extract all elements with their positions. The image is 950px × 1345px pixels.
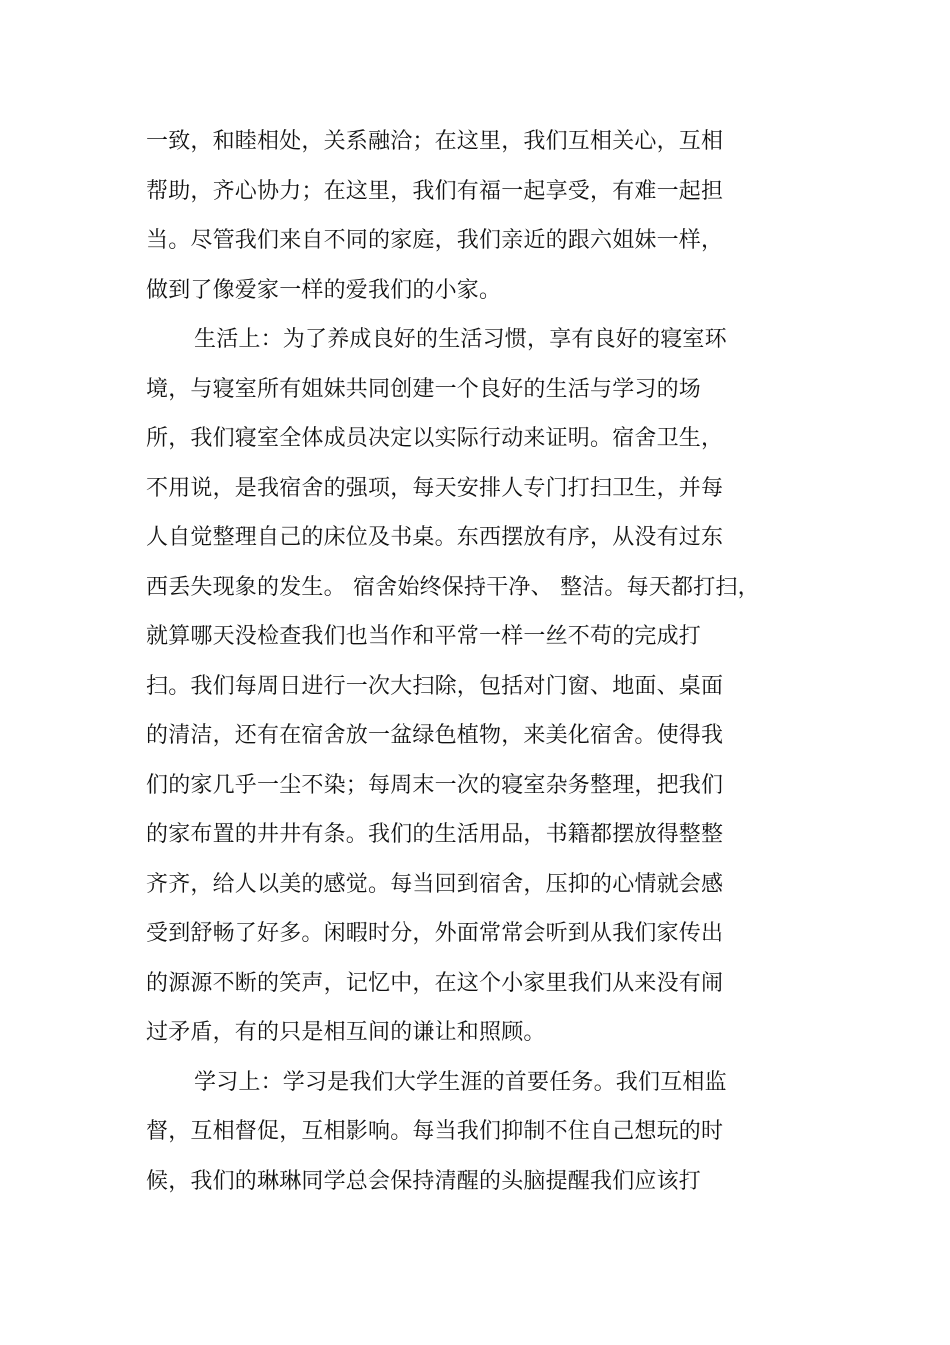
text-line: 的家布置的井井有条。我们的生活用品，书籍都摆放得整整 — [146, 822, 724, 847]
text-line: 的源源不断的笑声，记忆中，在这个小家里我们从来没有闹 — [146, 970, 724, 996]
text-line: 西丢失现象的发生。 宿舍始终保持干净、 整洁。每天都打扫， — [146, 574, 760, 600]
text-line: 候，我们的琳琳同学总会保持清醒的头脑提醒我们应该打 — [146, 1168, 702, 1194]
text-line: 帮助，齐心协力；在这里，我们有福一起享受，有难一起担 — [146, 178, 724, 204]
text-line: 做到了像爱家一样的爱我们的小家。 — [146, 277, 502, 303]
text-line: 所，我们寝室全体成员决定以实际行动来证明。宿舍卫生， — [146, 426, 724, 451]
text-line: 人自觉整理自己的床位及书桌。东西摆放有序，从没有过东 — [146, 525, 724, 550]
text-line: 的清洁，还有在宿舍放一盆绿色植物，来美化宿舍。使得我 — [146, 723, 724, 748]
text-line: 不用说，是我宿舍的强项，每天安排人专门打扫卫生，并每 — [146, 475, 724, 501]
text-line: 受到舒畅了好多。闲暇时分，外面常常会听到从我们家传出 — [146, 921, 724, 946]
text-line: 们的家几乎一尘不染；每周末一次的寝室杂务整理，把我们 — [146, 772, 724, 798]
paragraph-start-line: 学习上：学习是我们大学生涯的首要任务。我们互相监 — [194, 1069, 727, 1095]
body-text — [146, 122, 806, 1211]
text-line: 就算哪天没检查我们也当作和平常一样一丝不苟的完成打 — [146, 624, 702, 649]
text-line: 扫。我们每周日进行一次大扫除，包括对门窗、地面、桌面 — [146, 673, 724, 699]
paragraph-start-line: 生活上：为了养成良好的生活习惯，享有良好的寝室环 — [194, 327, 727, 352]
text-line: 齐齐，给人以美的感觉。每当回到宿舍，压抑的心情就会感 — [146, 871, 724, 897]
text-line: 过矛盾，有的只是相互间的谦让和照顾。 — [146, 1020, 546, 1045]
text-line: 境，与寝室所有姐妹共同创建一个良好的生活与学习的场 — [146, 376, 702, 402]
text-line: 一致，和睦相处，关系融洽；在这里，我们互相关心，互相 — [146, 129, 724, 154]
text-line: 督，互相督促，互相影响。每当我们抑制不住自己想玩的时 — [146, 1119, 724, 1144]
text-line: 当。尽管我们来自不同的家庭，我们亲近的跟六姐妹一样， — [146, 228, 724, 253]
